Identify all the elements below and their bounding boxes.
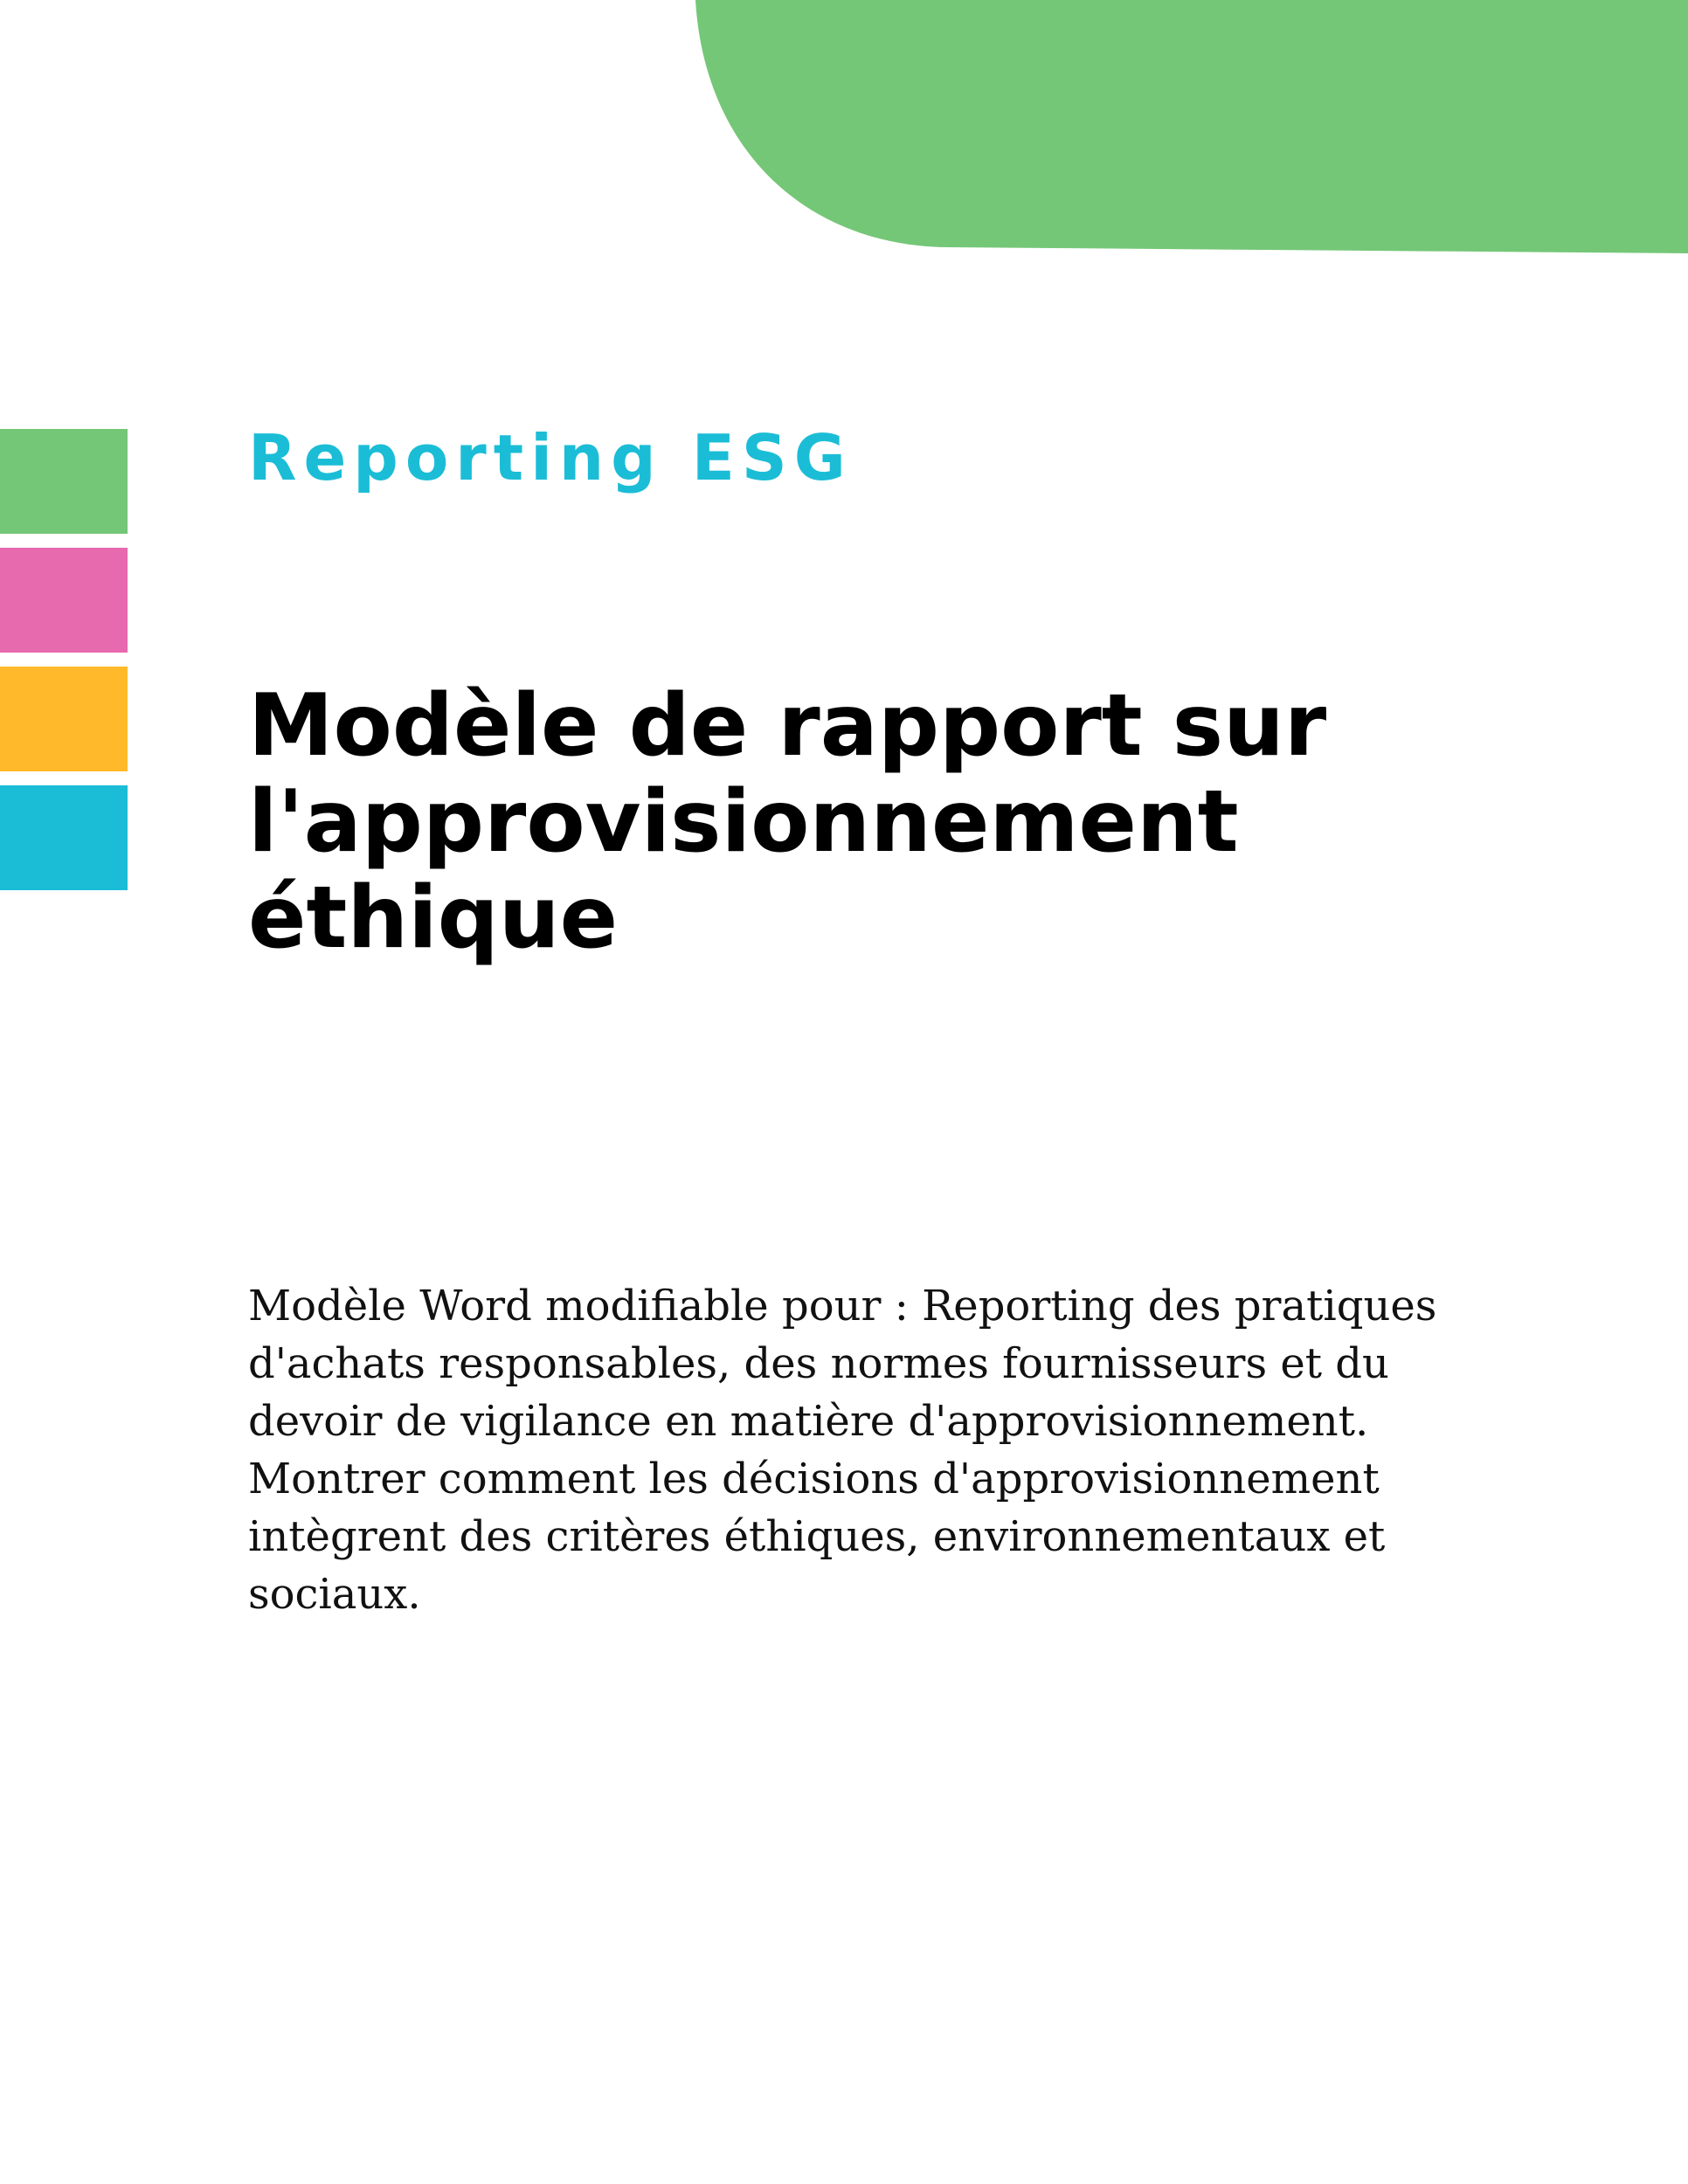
document-title: [248, 678, 1559, 966]
description-line: sociaux.: [248, 1570, 421, 1619]
report-category-label: Reporting ESG: [248, 421, 853, 494]
description-line: Modèle Word modifiable pour : Reporting des pratiques: [248, 1282, 1437, 1330]
color-swatch-stack: [0, 429, 128, 904]
title-line: l'approvisionnement: [248, 772, 1239, 872]
cyan-swatch: [0, 785, 128, 890]
document-description: [248, 1277, 1559, 1623]
green-shape-path: [695, 0, 1688, 253]
description-line: devoir de vigilance en matière d'approvisionnement.: [248, 1397, 1369, 1446]
yellow-swatch: [0, 667, 128, 771]
decorative-green-shape: [695, 0, 1688, 253]
description-line: intègrent des critères éthiques, environnementaux et: [248, 1512, 1386, 1561]
pink-swatch: [0, 548, 128, 653]
description-line: d'achats responsables, des normes fournisseurs et du: [248, 1339, 1389, 1388]
green-swatch: [0, 429, 128, 534]
description-line: Montrer comment les décisions d'approvisionnement: [248, 1455, 1380, 1503]
title-line: Modèle de rapport sur: [248, 676, 1327, 776]
title-line: éthique: [248, 868, 619, 968]
